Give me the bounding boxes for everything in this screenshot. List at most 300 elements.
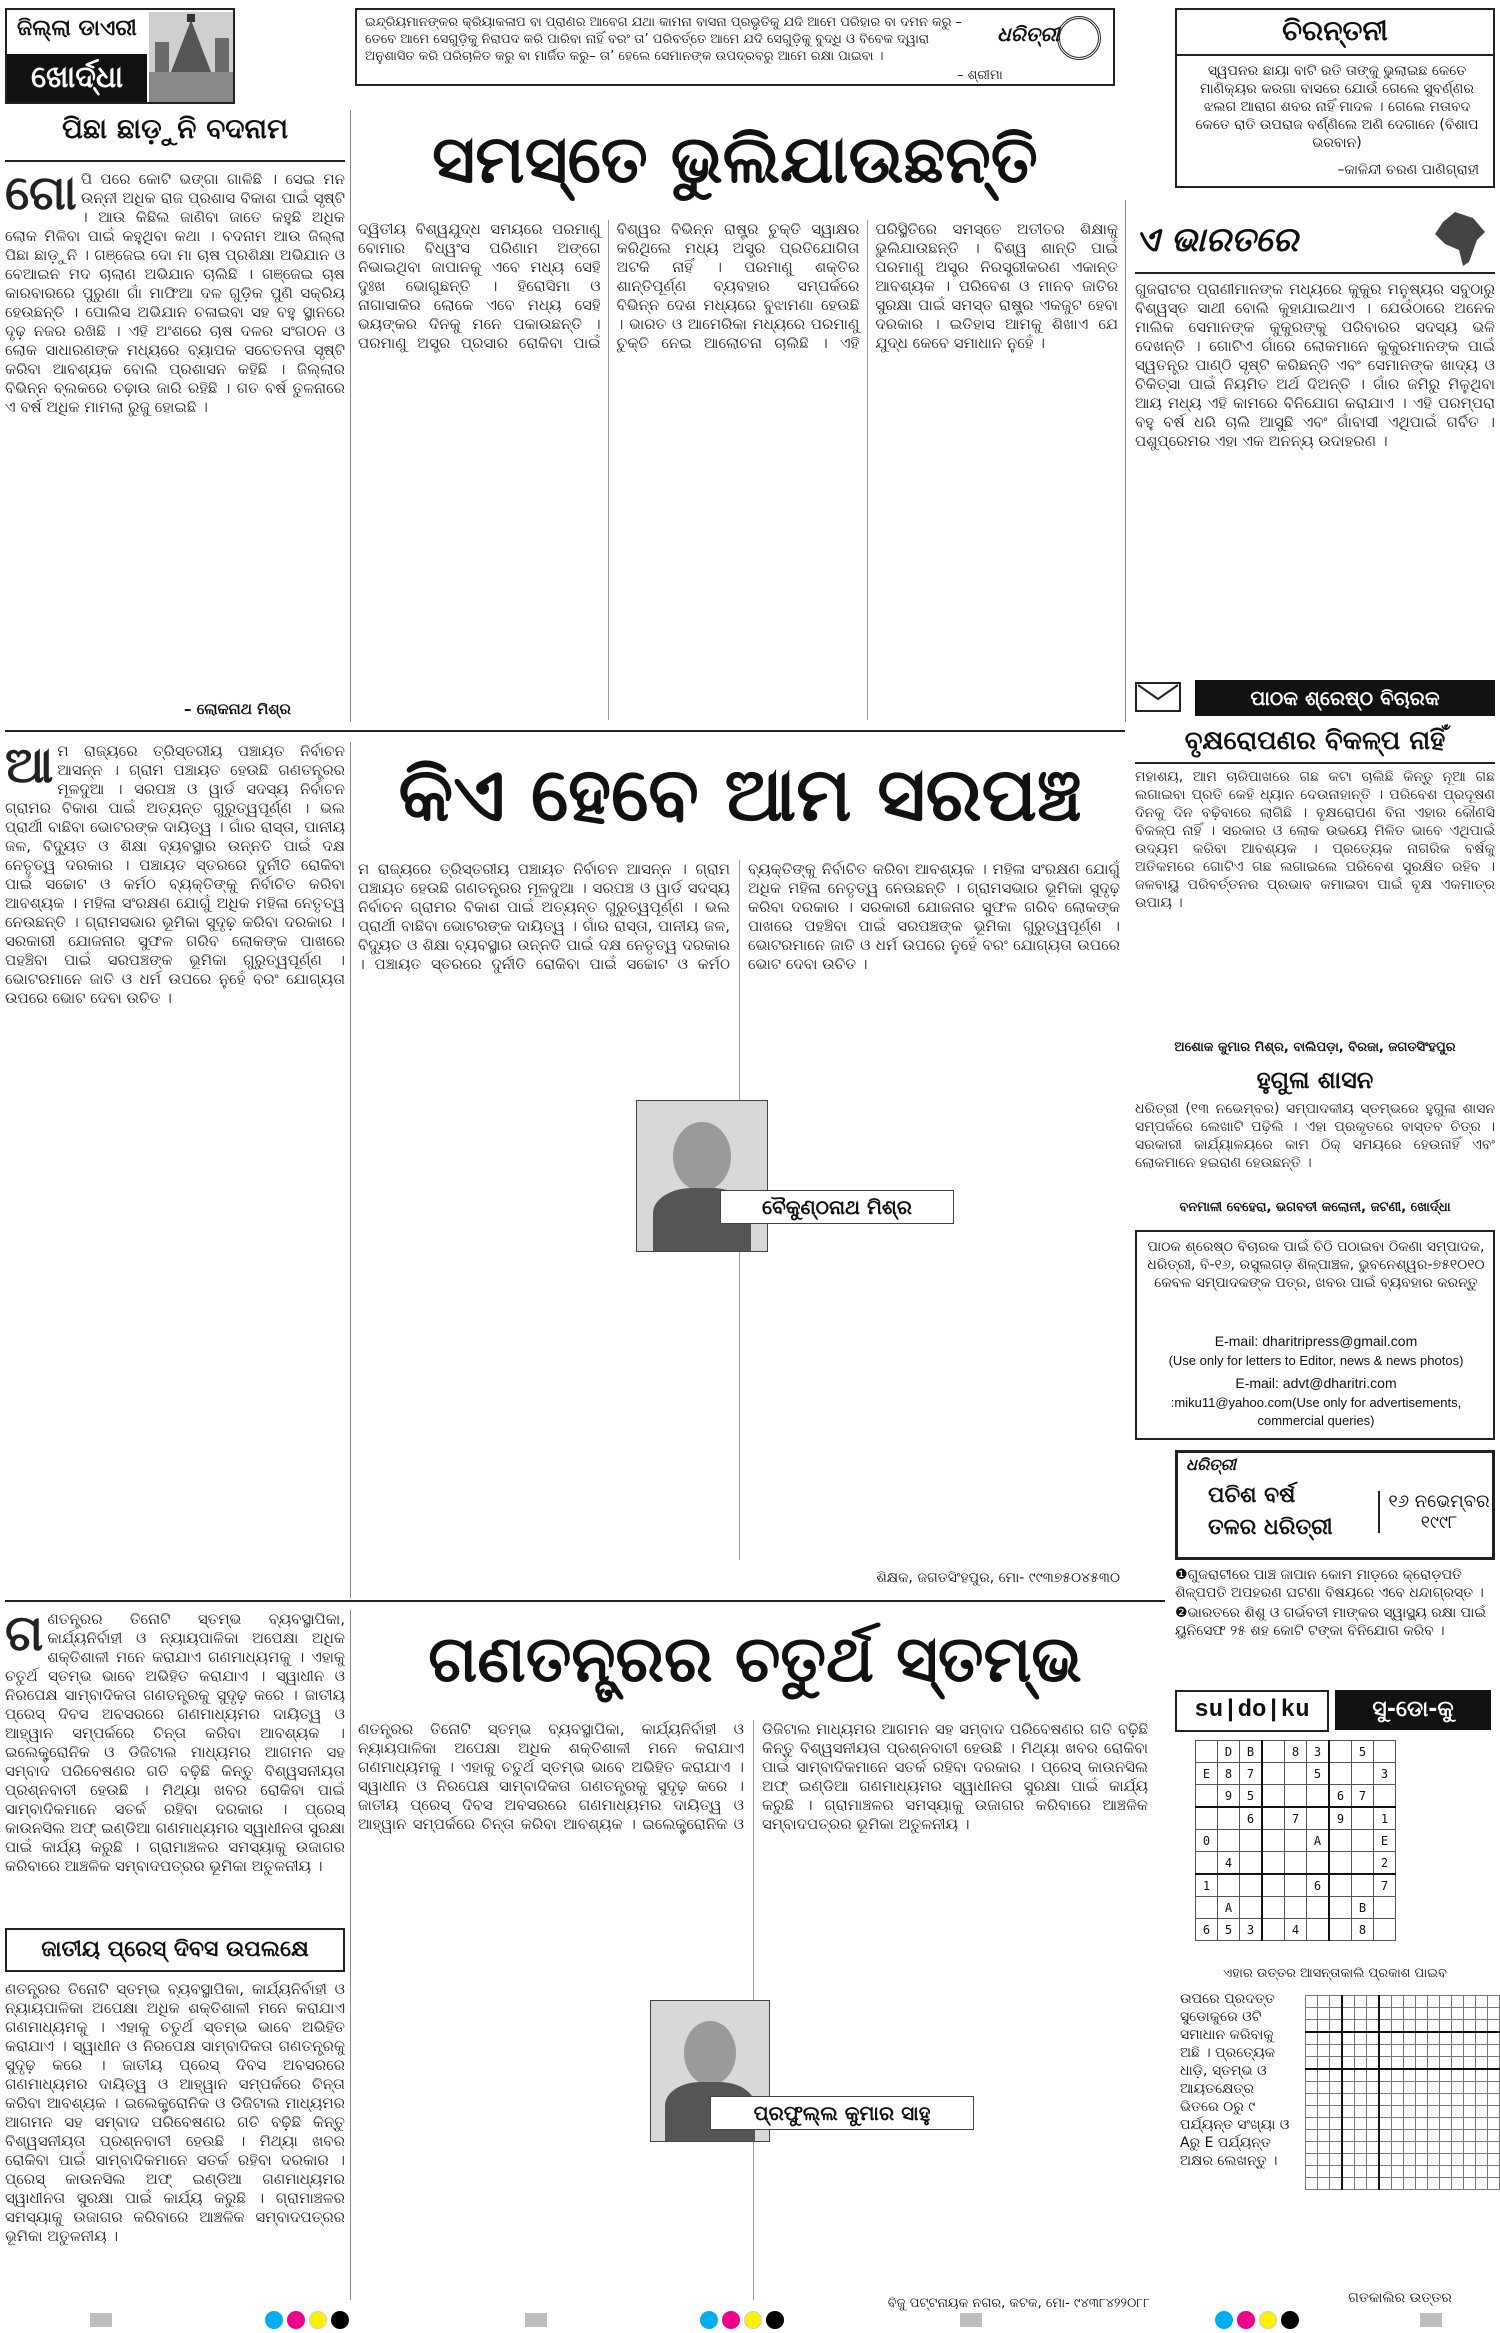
sudoku-answer-cell — [1342, 2166, 1355, 2178]
sudoku-answer-cell — [1488, 2094, 1500, 2106]
sudoku-answer-cell — [1379, 2106, 1392, 2118]
sudoku-answer-cell — [1367, 2008, 1380, 2020]
sudoku-answer-cell — [1476, 2166, 1488, 2178]
sudoku-answer-cell — [1306, 2008, 1318, 2020]
sudoku-cell: 4 — [1285, 1919, 1307, 1941]
sudoku-answer-cell — [1404, 2106, 1416, 2118]
sudoku-answer-cell — [1464, 2082, 1476, 2094]
sudoku-cell — [1196, 1852, 1218, 1875]
sudoku-answer-cell — [1452, 1996, 1464, 2008]
sudoku-answer-cell — [1367, 2154, 1380, 2166]
sudoku-cell — [1262, 1807, 1285, 1830]
sudoku-answer-cell — [1416, 2094, 1428, 2106]
sudoku-cell — [1329, 1741, 1352, 1763]
story4-text: ଣତନ୍ତ୍ରର ତିନୋଟି ସ୍ତମ୍ଭ ବ୍ୟବସ୍ଥାପିକା, କାର୍ଯ୍ୟନିର୍ବାହୀ ଓ ନ୍ୟାୟପାଳିକା ଅପେକ୍ଷା ଅଧିକ ଶକ୍ତିଶାଳୀ ମନେ କରାଯାଏ ଗଣମାଧ୍ୟମକୁ । ଏହାକୁ ଚତୁର୍ଥ ସ୍ତମ୍ଭ ଭାବେ ଅଭିହିତ କରାଯାଏ । ସ୍ୱାଧୀନ ଓ ନିରପେକ୍ଷ ସାମ୍ବାଦିକତା ଗଣତନ୍ତ୍ରକୁ ସୁଦୃଢ଼ କରେ । ଜାତୀୟ ପ୍ରେସ୍ ଦିବସ ଅବସରରେ ଗଣମାଧ୍ୟମର ଦାୟିତ୍ୱ ଓ ଆହ୍ୱାନ ସମ୍ପର୍କରେ ଚିନ୍ତା କରିବା ଆବଶ୍ୟକ । ଇଲେକ୍ଟ୍ରୋନିକ ଓ ଡିଜିଟାଲ ମାଧ୍ୟମର ଆଗମନ ସହ ସମ୍ବାଦ ପରିବେଷଣର ଗତି ବଢ଼ିଛି କିନ୍ତୁ ବିଶ୍ୱସନୀୟତା ପ୍ରଶ୍ନବାଚୀ ହେଉଛି । ମିଥ୍ୟା ଖବର ରୋକିବା ପାଇଁ ସାମ୍ବାଦିକମାନେ ସତର୍କ ରହିବା ଦରକାର । ପ୍ରେସ୍ କାଉନସିଲ ଅଫ୍ ଇଣ୍ଡିଆ ଗଣମାଧ୍ୟମର ସ୍ୱାଧୀନତା ସୁରକ୍ଷା ପାଇଁ କାର୍ଯ୍ୟ କରୁଛି । ଗ୍ରାମାଞ୍ଚଳର ସମସ୍ୟାକୁ ଉଜାଗର କରିବାରେ ଆଞ୍ଚଳିକ ସମ୍ବାଦପତ୍ରର ଭୂମିକା ଅତୁଳନୀୟ । — [5, 1610, 345, 1875]
sudoku-answer-cell — [1440, 2178, 1452, 2190]
sudoku-cell — [1262, 1830, 1285, 1852]
sudoku-answer-cell — [1342, 2020, 1355, 2033]
sudoku-answer-cell — [1440, 2118, 1452, 2130]
sudoku-cell — [1307, 1852, 1330, 1875]
sudoku-answer-cell — [1392, 2045, 1404, 2057]
sudoku-answer-cell — [1488, 1996, 1500, 2008]
sudoku-answer-cell — [1392, 2130, 1404, 2142]
sudoku-answer-cell — [1330, 1996, 1343, 2008]
sudoku-row — [1196, 1897, 1396, 1919]
sudoku-answer-cell — [1367, 2094, 1380, 2106]
print-gray-mark-4 — [1420, 2313, 1442, 2327]
reader-letter-text: ମହାଶୟ, ଆମ ଚାରିପାଖରେ ଗଛ କଟା ଚାଲିଛି କିନ୍ତୁ ନୂଆ ଗଛ ଲଗାଇବା ପ୍ରତି କେହି ଧ୍ୟାନ ଦେଉନାହାନ୍ତି । ପରିବେଶ ପ୍ରଦୂଷଣ ଦିନକୁ ଦିନ ବଢ଼ିବାରେ ଲାଗିଛି । ବୃକ୍ଷରୋପଣ ବିନା ଏହାର କୌଣସି ବିକଳ୍ପ ନାହିଁ । ସରକାର ଓ ଲୋକ ଉଭୟେ ମିଳିତ ଭାବେ ଏଥିପାଇଁ ଉଦ୍ୟମ କରିବା ଆବଶ୍ୟକ । ପ୍ରତ୍ୟେକ ନାଗରିକ ବର୍ଷକୁ ଅତିକମରେ ଗୋଟିଏ ଗଛ ଲଗାଇଲେ ପରିବେଶ ସୁରକ୍ଷିତ ରହିବ । ଜଳବାୟୁ ପରିବର୍ତ୍ତନର ପ୍ରଭାବ କମାଇବା ପାଇଁ ବୃକ୍ଷ ଏକମାତ୍ର ଉପାୟ । — [1135, 769, 1495, 911]
sudoku-header — [1175, 1690, 1495, 1730]
sudoku-cell — [1285, 1897, 1307, 1919]
sudoku-answer-cell — [1367, 2166, 1380, 2178]
sudoku-cell — [1329, 1830, 1352, 1852]
sudoku-cell: 6 — [1240, 1807, 1263, 1830]
sudoku-answer-cell — [1318, 2008, 1330, 2020]
sudoku-answer-cell — [1330, 2166, 1343, 2178]
sudoku-answer-cell — [1440, 2032, 1452, 2045]
sudoku-cell — [1307, 1897, 1330, 1919]
sudoku-cell: 6 — [1196, 1919, 1218, 1941]
sudoku-answer-cell — [1452, 2154, 1464, 2166]
sudoku-answer-cell — [1330, 2178, 1343, 2190]
sudoku-answer-cell — [1416, 2008, 1428, 2020]
sudoku-answer-cell — [1476, 2008, 1488, 2020]
sudoku-answer-cell — [1464, 2154, 1476, 2166]
anniversary-label-2: ତଳର ଧରିତ୍ରୀ — [1208, 1515, 1333, 1540]
sudoku-answer-cell — [1342, 2094, 1355, 2106]
sudoku-answer-cell — [1416, 2154, 1428, 2166]
sudoku-cell: B — [1240, 1741, 1263, 1763]
sudoku-answer-cell — [1452, 2178, 1464, 2190]
print-gray-mark-2 — [525, 2313, 547, 2327]
sudoku-answer-cell — [1379, 1996, 1392, 2008]
sudoku-answer-cell — [1416, 1996, 1428, 2008]
sudoku-answer-cell — [1440, 2069, 1452, 2082]
contact-email-2: E-mail: advt@dharitri.com — [1235, 1375, 1397, 1391]
sudoku-answer-cell — [1367, 1996, 1380, 2008]
sudoku-answer-cell — [1488, 2008, 1500, 2020]
sudoku-answer-cell — [1488, 2154, 1500, 2166]
sudoku-cell: 4 — [1218, 1852, 1240, 1875]
sudoku-answer-cell — [1342, 2045, 1355, 2057]
sudoku-answer-cell — [1404, 2178, 1416, 2190]
sudoku-answer-cell — [1452, 2094, 1464, 2106]
story4-body-left-2 — [5, 1980, 345, 2290]
sudoku-answer-cell — [1392, 2166, 1404, 2178]
sudoku-cell: 3 — [1374, 1763, 1396, 1785]
contact-email-1-note: (Use only for letters to Editor, news & news photos) — [1168, 1353, 1464, 1368]
sudoku-answer-cell — [1428, 2057, 1440, 2070]
sudoku-answer-cell — [1440, 2008, 1452, 2020]
sudoku-answer-cell — [1330, 2045, 1343, 2057]
sudoku-answer-cell — [1464, 2094, 1476, 2106]
story3-author-photo — [636, 1100, 768, 1252]
story3-headline: କିଏ ହେବେ ଆମ ସରପଞ୍ଚ — [398, 752, 1082, 838]
sudoku-answer-cell — [1379, 2020, 1392, 2033]
sudoku-answer-cell — [1379, 2045, 1392, 2057]
chirantani-text: ସ୍ୱପନର ଛାୟା ବାଟି ରତି ତାଙ୍କୁ ଭୁଲାଇଛ କେତେ ମାଣିକ୍ୟର କରଗା ବାସରେ ଯୋଉଁ ଗେଲେ ସୁବର୍ଣ୍ଣର ଝଲଗ ଆରାଗ ଶବର ନାହିଁ ମାଦଳ । ଗେଲେ ମତାବଦ କେତେ ରାତି ଉପରାଜ ବର୍ଣ୍ଣିଲେ ଅଣି ଦେଗାନେ (ବିଶାପ ଭରବାନ) — [1195, 63, 1479, 151]
quote-text: ଇନ୍ଦ୍ରିୟମାନଙ୍କର କ୍ରିୟାକଳାପ ବା ପ୍ରାଣର ଆବେଗ ଯଥା କାମନା ବାସନା ପ୍ରଭୃତିକୁ ଯଦି ଆମେ ପରିହାର ବା ଦମନ କରୁ – ତେବେ ଆମେ ସେଗୁଡ଼ିକୁ ନିରାପଦ କରି ପାରିବା ନାହିଁ ବରଂ ତା’ ପରିବର୍ତ୍ତେ ଆମେ ଯଦି ସେଗୁଡ଼ିକୁ ବୁଦ୍ଧି ଓ ବିବେକ ଦ୍ୱାରା ଅନୁଶାସିତ କରି ପରିଚାଳିତ କରୁ ବା ମାର୍ଜିତ କରୁ– ତା’ ହେଲେ ସେମାନଙ୍କ ଉପଦ୍ରବରୁ ଆମେ ରକ୍ଷା ପାଇବା । — [365, 15, 963, 64]
anniversary-box — [1175, 1450, 1495, 1560]
story4-byline: ବିଜୁ ପଟ୍ଟନାୟକ ନଗର, କଟକ, ମୋ- ୯୪୩୮୪୨୨୦୮୮ — [887, 2296, 1150, 2311]
story4-author-name: ପ୍ରଫୁଲ୍ଲ କୁମାର ସାହୁ — [710, 2096, 974, 2130]
sudoku-answer-cell — [1318, 2178, 1330, 2190]
reader-section-title: ପାଠକ ଶ୍ରେଷ୍ଠ ବିଚାରକ — [1195, 680, 1495, 716]
sudoku-answer-cell — [1488, 2142, 1500, 2154]
sudoku-answer-cell — [1342, 2069, 1355, 2082]
sudoku-answer-cell — [1416, 2106, 1428, 2118]
sudoku-answer-cell — [1404, 1996, 1416, 2008]
sudoku-answer-cell — [1476, 2178, 1488, 2190]
reader-letter-rule — [1135, 762, 1495, 764]
sudoku-answer-cell — [1355, 2118, 1367, 2130]
sudoku-answer-cell — [1342, 1996, 1355, 2008]
sudoku-cell: 6 — [1329, 1785, 1352, 1808]
sudoku-answer-cell — [1476, 2045, 1488, 2057]
sudoku-cell — [1262, 1785, 1285, 1808]
col-divider-3 — [350, 742, 351, 1598]
sudoku-row — [1196, 1807, 1396, 1830]
sudoku-cell — [1196, 1807, 1218, 1830]
sudoku-answer-row — [1306, 2178, 1500, 2190]
sudoku-answer-cell — [1392, 2082, 1404, 2094]
sudoku-cell — [1240, 1897, 1263, 1919]
sudoku-cell: 8 — [1218, 1763, 1240, 1785]
sudoku-answer-cell — [1428, 2020, 1440, 2033]
sudoku-answer-row — [1306, 2094, 1500, 2106]
sudoku-row — [1196, 1919, 1396, 1941]
sudoku-answer-cell — [1355, 2106, 1367, 2118]
sudoku-answer-cell — [1464, 2057, 1476, 2070]
sudoku-cell — [1240, 1874, 1263, 1897]
sudoku-answer-row — [1306, 2057, 1500, 2070]
sudoku-answer-cell — [1476, 2154, 1488, 2166]
sudoku-cell — [1218, 1874, 1240, 1897]
story4-subhead: ଜାତୀୟ ପ୍ରେସ୍ ଦିବସ ଉପଲକ୍ଷେ — [5, 1928, 345, 1972]
sudoku-cell — [1262, 1874, 1285, 1897]
sudoku-answer-row — [1306, 2154, 1500, 2166]
sudoku-cell: 7 — [1240, 1763, 1263, 1785]
sudoku-answer-cell — [1379, 2154, 1392, 2166]
sudoku-answer-cell — [1416, 2082, 1428, 2094]
sudoku-answer-cell — [1355, 2032, 1367, 2045]
sudoku-answer-cell — [1318, 2069, 1330, 2082]
sudoku-answer-cell — [1342, 2178, 1355, 2190]
sudoku-cell: 7 — [1352, 1785, 1374, 1808]
sudoku-answer-cell — [1416, 2142, 1428, 2154]
sudoku-answer-cell — [1355, 2020, 1367, 2033]
sudoku-answer-cell — [1440, 2106, 1452, 2118]
sudoku-answer-cell — [1392, 2154, 1404, 2166]
sudoku-cell — [1352, 1874, 1374, 1897]
sudoku-answer-row — [1306, 2008, 1500, 2020]
sudoku-answer-cell — [1428, 2045, 1440, 2057]
sudoku-answer-cell — [1428, 2178, 1440, 2190]
sudoku-answer-cell — [1342, 2082, 1355, 2094]
sudoku-answer-cell — [1416, 2032, 1428, 2045]
sudoku-answer-cell — [1428, 2082, 1440, 2094]
sudoku-answer-row — [1306, 2020, 1500, 2033]
sudoku-cell: 3 — [1240, 1919, 1263, 1941]
sudoku-answer-cell — [1488, 2057, 1500, 2070]
sudoku-answer-cell — [1488, 2118, 1500, 2130]
sudoku-cell — [1329, 1852, 1352, 1875]
sudoku-answer-cell — [1367, 2106, 1380, 2118]
dharitri-logo: ଧରିତ୍ରୀ — [997, 22, 1060, 46]
sudoku-cell — [1285, 1763, 1307, 1785]
sudoku-answer-cell — [1404, 2057, 1416, 2070]
sudoku-answer-cell — [1488, 2045, 1500, 2057]
sudoku-answer-cell — [1428, 2008, 1440, 2020]
sudoku-answer-cell — [1476, 2057, 1488, 2070]
sudoku-cell — [1329, 1919, 1352, 1941]
sudoku-cell: 7 — [1374, 1874, 1396, 1897]
sudoku-answer-cell — [1306, 1996, 1318, 2008]
sudoku-cell: 8 — [1352, 1919, 1374, 1941]
sudoku-answer-cell — [1367, 2142, 1380, 2154]
sudoku-grid — [1195, 1740, 1396, 1941]
chirantani-divider — [1177, 54, 1493, 56]
sudoku-cell — [1352, 1852, 1374, 1875]
sudoku-cell — [1285, 1785, 1307, 1808]
sudoku-answer-cell — [1404, 2008, 1416, 2020]
sudoku-answer-cell — [1452, 2020, 1464, 2033]
sudoku-answer-cell — [1379, 2178, 1392, 2190]
sudoku-answer-cell — [1404, 2142, 1416, 2154]
sudoku-cell — [1329, 1763, 1352, 1785]
sudoku-answer-cell — [1404, 2032, 1416, 2045]
district-diary-label: ଜିଲ୍ଲା ଡାଏରୀ — [17, 16, 137, 41]
sudoku-answer-cell — [1367, 2130, 1380, 2142]
sudoku-answer-cell — [1318, 2020, 1330, 2033]
sudoku-cell: 5 — [1352, 1741, 1374, 1763]
sudoku-cell: B — [1352, 1897, 1374, 1919]
sudoku-answer-cell — [1355, 2082, 1367, 2094]
col-divider-4 — [350, 1610, 351, 2300]
sudoku-cell — [1285, 1874, 1307, 1897]
story3-dropcap: ଆ — [5, 742, 54, 794]
sudoku-answer-cell — [1488, 2032, 1500, 2045]
sudoku-answer-cell — [1306, 2020, 1318, 2033]
sudoku-cell — [1262, 1852, 1285, 1875]
sudoku-answer-cell — [1464, 1996, 1476, 2008]
sudoku-answer-cell — [1404, 2094, 1416, 2106]
sudoku-answer-cell — [1392, 2178, 1404, 2190]
story3-text: ମ ରାଜ୍ୟରେ ତ୍ରିସ୍ତରୀୟ ପଞ୍ଚାୟତ ନିର୍ବାଚନ ଆସନ୍ନ । ଗ୍ରାମ ପଞ୍ଚାୟତ ହେଉଛି ଗଣତନ୍ତ୍ରର ମୂଳଦୁଆ । ସରପଞ୍ଚ ଓ ୱାର୍ଡ ସଦସ୍ୟ ନିର୍ବାଚନ ଗ୍ରାମର ବିକାଶ ପାଇଁ ଅତ୍ୟନ୍ତ ଗୁରୁତ୍ୱପୂର୍ଣ୍ଣ । ଭଲ ପ୍ରାର୍ଥୀ ବାଛିବା ଭୋଟରଙ୍କ ଦାୟିତ୍ୱ । ଗାଁର ରାସ୍ତା, ପାନୀୟ ଜଳ, ବିଦ୍ୟୁତ ଓ ଶିକ୍ଷା ବ୍ୟବସ୍ଥାର ଉନ୍ନତି ପାଇଁ ଦକ୍ଷ ନେତୃତ୍ୱ ଦରକାର । ପଞ୍ଚାୟତ ସ୍ତରରେ ଦୁର୍ନୀତି ରୋକିବା ପାଇଁ ସଚ୍ଚୋଟ ଓ କର୍ମଠ ବ୍ୟକ୍ତିଙ୍କୁ ନିର୍ବାଚିତ କରିବା ଆବଶ୍ୟକ । ମହିଳା ସଂରକ୍ଷଣ ଯୋଗୁଁ ଅଧିକ ମହିଳା ନେତୃତ୍ୱ ନେଉଛନ୍ତି । ଗ୍ରାମସଭାର ଭୂମିକା ସୁଦୃଢ଼ କରିବା ଦରକାର । ସରକାରୀ ଯୋଜନାର ସୁଫଳ ଗରିବ ଲୋକଙ୍କ ପାଖରେ ପହଞ୍ଚିବା ପାଇଁ ସରପଞ୍ଚଙ୍କ ଭୂମିକା ଗୁରୁତ୍ୱପୂର୍ଣ୍ଣ । ଭୋଟରମାନେ ଜାତି ଓ ଧର୍ମ ଉପରେ ନୁହେଁ ବରଂ ଯୋଗ୍ୟତା ଉପରେ ଭୋଟ ଦେବା ଉଚିତ । — [5, 742, 345, 1007]
sudoku-answer-cell — [1330, 2032, 1343, 2045]
sudoku-answer-cell — [1355, 2166, 1367, 2178]
sudoku-answer-cell — [1440, 2020, 1452, 2033]
sudoku-answer-cell — [1464, 2178, 1476, 2190]
reader-letter2-signature: ବନମାଳୀ ବେହେରା, ଭଗବତୀ କଲୋନୀ, ଜଟଣୀ, ଖୋର୍ଦ୍ଧା — [1179, 1200, 1451, 1215]
col-divider-1 — [350, 110, 351, 722]
sudoku-answer-cell — [1379, 2032, 1392, 2045]
sudoku-answer-cell — [1428, 2154, 1440, 2166]
sudoku-answer-cell — [1330, 2069, 1343, 2082]
sudoku-answer-cell — [1355, 2057, 1367, 2070]
sudoku-answer-cell — [1330, 2118, 1343, 2130]
sudoku-answer-cell — [1342, 2142, 1355, 2154]
sudoku-answer-cell — [1428, 2166, 1440, 2178]
sudoku-answer-cell — [1367, 2045, 1380, 2057]
sudoku-answer-cell — [1464, 2130, 1476, 2142]
sudoku-cell: 5 — [1307, 1763, 1330, 1785]
quote-box — [355, 8, 1115, 86]
anniversary-label-1: ପଚିଶ ବର୍ଷ — [1208, 1483, 1296, 1508]
sudoku-cell: 1 — [1374, 1807, 1396, 1830]
sudoku-answer-cell — [1306, 2032, 1318, 2045]
anniversary-logo: ଧରିତ୍ରୀ — [1186, 1455, 1236, 1474]
sudoku-answer-cell — [1476, 2106, 1488, 2118]
anniversary-item-1: ❶ଗୁଜରାଟୀରେ ପାଞ୍ଚ ଜାପାନ କୋମ ମାଡ଼ରେ କ୍ରୋଡ଼ପତି ଶିଳ୍ପପତି ଅପହରଣ ଘଟଣା ବିଷୟରେ ଏବେ ଧନ୍ଦାଗ୍ରସ୍ତ । — [1175, 1567, 1484, 1601]
sudoku-answer-cell — [1355, 2094, 1367, 2106]
sudoku-answer-cell — [1306, 2082, 1318, 2094]
print-black-mark-2 — [766, 2311, 784, 2329]
sudoku-answer-cell — [1476, 2118, 1488, 2130]
anniversary-date: ୧୬ ନଭେମ୍ବର ୧୯୯୮ — [1378, 1491, 1494, 1533]
sudoku-cell — [1307, 1919, 1330, 1941]
sudoku-answer-cell — [1476, 1996, 1488, 2008]
sudoku-cell — [1285, 1852, 1307, 1875]
sudoku-answer-cell — [1440, 2045, 1452, 2057]
print-gray-mark-1 — [90, 2313, 112, 2327]
sudoku-answer-cell — [1428, 2094, 1440, 2106]
sudoku-answer-cell — [1488, 2106, 1500, 2118]
sudoku-answer-cell — [1452, 2082, 1464, 2094]
sudoku-answer-cell — [1464, 2166, 1476, 2178]
sudoku-answer-cell — [1416, 2057, 1428, 2070]
sudoku-cell: 8 — [1285, 1741, 1307, 1763]
sudoku-cell — [1352, 1830, 1374, 1852]
sudoku-answer-cell — [1355, 2045, 1367, 2057]
story2-body — [358, 220, 1118, 720]
sudoku-answer-row — [1306, 2142, 1500, 2154]
sudoku-answer-cell — [1306, 2118, 1318, 2130]
sudoku-answer-cell — [1379, 2008, 1392, 2020]
sudoku-answer-cell — [1330, 2130, 1343, 2142]
sudoku-answer-cell — [1452, 2008, 1464, 2020]
story2-headline: ସମସ୍ତେ ଭୁଲିଯାଉଛନ୍ତି — [432, 121, 1038, 198]
sudoku-answer-grid — [1305, 1995, 1500, 2190]
print-cyan-mark-1 — [265, 2311, 283, 2329]
sudoku-answer-cell — [1404, 2166, 1416, 2178]
sudoku-cell — [1374, 1785, 1396, 1808]
sudoku-answer-cell — [1306, 2154, 1318, 2166]
sudoku-cell — [1262, 1741, 1285, 1763]
sudoku-answer-row — [1306, 2130, 1500, 2142]
sudoku-answer-cell — [1355, 2154, 1367, 2166]
story4-text-continued: ଣତନ୍ତ୍ରର ତିନୋଟି ସ୍ତମ୍ଭ ବ୍ୟବସ୍ଥାପିକା, କାର୍ଯ୍ୟନିର୍ବାହୀ ଓ ନ୍ୟାୟପାଳିକା ଅପେକ୍ଷା ଅଧିକ ଶକ୍ତିଶାଳୀ ମନେ କରାଯାଏ ଗଣମାଧ୍ୟମକୁ । ଏହାକୁ ଚତୁର୍ଥ ସ୍ତମ୍ଭ ଭାବେ ଅଭିହିତ କରାଯାଏ । ସ୍ୱାଧୀନ ଓ ନିରପେକ୍ଷ ସାମ୍ବାଦିକତା ଗଣତନ୍ତ୍ରକୁ ସୁଦୃଢ଼ କରେ । ଜାତୀୟ ପ୍ରେସ୍ ଦିବସ ଅବସରରେ ଗଣମାଧ୍ୟମର ଦାୟିତ୍ୱ ଓ ଆହ୍ୱାନ ସମ୍ପର୍କରେ ଚିନ୍ତା କରିବା ଆବଶ୍ୟକ । ଇଲେକ୍ଟ୍ରୋନିକ ଓ ଡିଜିଟାଲ ମାଧ୍ୟମର ଆଗମନ ସହ ସମ୍ବାଦ ପରିବେଷଣର ଗତି ବଢ଼ିଛି କିନ୍ତୁ ବିଶ୍ୱସନୀୟତା ପ୍ରଶ୍ନବାଚୀ ହେଉଛି । ମିଥ୍ୟା ଖବର ରୋକିବା ପାଇଁ ସାମ୍ବାଦିକମାନେ ସତର୍କ ରହିବା ଦରକାର । ପ୍ରେସ୍ କାଉନସିଲ ଅଫ୍ ଇଣ୍ଡିଆ ଗଣମାଧ୍ୟମର ସ୍ୱାଧୀନତା ସୁରକ୍ଷା ପାଇଁ କାର୍ଯ୍ୟ କରୁଛି । ଗ୍ରାମାଞ୍ଚଳର ସମସ୍ୟାକୁ ଉଜାଗର କରିବାରେ ଆଞ୍ଚଳିକ ସମ୍ବାଦପତ୍ରର ଭୂମିକା ଅତୁଳନୀୟ । — [358, 1720, 1148, 1833]
sudoku-cell: E — [1374, 1830, 1396, 1852]
sudoku-answer-cell — [1379, 2069, 1392, 2082]
ebharatare-body — [1135, 280, 1495, 670]
sudoku-answer-row — [1306, 2045, 1500, 2057]
story4-dropcap: ଗ — [5, 1610, 44, 1662]
sudoku-note: ଏହାର ଉତ୍ତର ଆସନ୍ତାକାଲି ପ୍ରକାଶ ପାଇବ — [1223, 1966, 1447, 1981]
story1-byline: – ଲୋକନାଥ ମିଶ୍ର — [180, 700, 291, 718]
sudoku-cell: 2 — [1374, 1852, 1396, 1875]
sudoku-cell: 9 — [1218, 1785, 1240, 1808]
sudoku-answer-cell — [1428, 2069, 1440, 2082]
print-black-mark-3 — [1281, 2311, 1299, 2329]
story1-dropcap: ଗୋ — [5, 170, 77, 221]
sudoku-answer-cell — [1318, 2032, 1330, 2045]
sudoku-cell — [1240, 1830, 1263, 1852]
reader-letter-headline: ବୃକ୍ଷରୋପଣର ବିକଳ୍ପ ନାହିଁ — [1184, 726, 1446, 756]
sudoku-answer-label: ଗତକାଲିର ଉତ୍ତର — [1348, 2290, 1452, 2306]
sudoku-answer-cell — [1330, 2142, 1343, 2154]
temple-icon — [149, 12, 233, 102]
sudoku-row — [1196, 1852, 1396, 1875]
sudoku-answer-cell — [1355, 1996, 1367, 2008]
ebharatare-title: ଏ ଭାରତରେ — [1135, 220, 1299, 260]
sudoku-cell — [1352, 1763, 1374, 1785]
sudoku-answer-cell — [1488, 2069, 1500, 2082]
sudoku-answer-cell — [1404, 2154, 1416, 2166]
sudoku-answer-cell — [1330, 2057, 1343, 2070]
sudoku-cell: D — [1218, 1741, 1240, 1763]
sudoku-answer-cell — [1392, 2118, 1404, 2130]
sudoku-cell: 6 — [1307, 1874, 1330, 1897]
contact-box — [1135, 1230, 1495, 1440]
sudoku-answer-cell — [1342, 2106, 1355, 2118]
sudoku-answer-cell — [1355, 2069, 1367, 2082]
sudoku-answer-cell — [1355, 2130, 1367, 2142]
story2-text: ଦ୍ୱିତୀୟ ବିଶ୍ୱଯୁଦ୍ଧ ସମୟରେ ପରମାଣୁ ବୋମାର ବିଧ୍ୱଂସ ପରିଣାମ ଅଙ୍ଗେ ନିଭାଇଥିବା ଜାପାନକୁ ଏବେ ମଧ୍ୟ ସେହି ଦୁଃଖ ଭୋଗୁଛନ୍ତି । ହିରୋସିମା ଓ ନାଗାସାକିର ଲୋକେ ଏବେ ମଧ୍ୟ ସେହି ଭୟଙ୍କର ଦିନକୁ ମନେ ପକାଉଛନ୍ତି । ପରମାଣୁ ଅସ୍ତ୍ର ପ୍ରସାର ରୋକିବା ପାଇଁ ବିଶ୍ୱର ବିଭିନ୍ନ ରାଷ୍ଟ୍ର ଚୁକ୍ତି ସ୍ୱାକ୍ଷର କରିଥିଲେ ମଧ୍ୟ ଅସ୍ତ୍ର ପ୍ରତିଯୋଗିତା ଅଟକି ନାହିଁ । ପରମାଣୁ ଶକ୍ତିର ଶାନ୍ତିପୂର୍ଣ୍ଣ ବ୍ୟବହାର ସମ୍ପର୍କରେ ବିଭିନ୍ନ ଦେଶ ମଧ୍ୟରେ ବୁଝାମଣା ହେଉଛି । ଭାରତ ଓ ଆମେରିକା ମଧ୍ୟରେ ପରମାଣୁ ଚୁକ୍ତି ନେଇ ଆଲୋଚନା ଚାଲିଛି । ଏହି ପରିସ୍ଥିତିରେ ସମସ୍ତେ ଅତୀତର ଶିକ୍ଷାକୁ ଭୁଲିଯାଉଛନ୍ତି । ବିଶ୍ୱ ଶାନ୍ତି ପାଇଁ ପରମାଣୁ ଅସ୍ତ୍ର ନିରସ୍ତ୍ରୀକରଣ ଏକାନ୍ତ ଆବଶ୍ୟକ । ପରିବେଶ ଓ ମାନବ ଜାତିର ସୁରକ୍ଷା ପାଇଁ ସମସ୍ତ ରାଷ୍ଟ୍ର ଏକଜୁଟ ହେବା ଦରକାର । ଇତିହାସ ଆମକୁ ଶିଖାଏ ଯେ ଯୁଦ୍ଧ କେବେ ସମାଧାନ ନୁହେଁ । — [358, 220, 1118, 352]
sudoku-answer-cell — [1428, 2032, 1440, 2045]
print-magenta-mark-3 — [1237, 2311, 1255, 2329]
sudoku-answer-row — [1306, 2106, 1500, 2118]
sudoku-cell: 9 — [1329, 1807, 1352, 1830]
india-map-icon — [1425, 210, 1495, 268]
sudoku-answer-cell — [1428, 1996, 1440, 2008]
sudoku-answer-cell — [1452, 2166, 1464, 2178]
sudoku-answer-cell — [1440, 2082, 1452, 2094]
sudoku-answer-cell — [1330, 2106, 1343, 2118]
sudoku-answer-cell — [1464, 2045, 1476, 2057]
sudoku-answer-cell — [1330, 2082, 1343, 2094]
sudoku-answer-cell — [1428, 2106, 1440, 2118]
sudoku-answer-cell — [1379, 2130, 1392, 2142]
sudoku-answer-cell — [1404, 2069, 1416, 2082]
story3-author-name: ବୈକୁଣ୍ଠନାଥ ମିଶ୍ର — [720, 1190, 954, 1224]
reader-letter2-text: ଧରିତ୍ରୀ (୧୩ ନଭେମ୍ବର) ସମ୍ପାଦକୀୟ ସ୍ତମ୍ଭରେ ହୁଗୁଳା ଶାସନ ସମ୍ପର୍କରେ ଲେଖାଟି ପଢ଼ିଲି । ଏହା ପ୍ରକୃତରେ ବାସ୍ତବ ଚିତ୍ର । ସରକାରୀ କାର୍ଯ୍ୟାଳୟରେ କାମ ଠିକ୍ ସମୟରେ ହେଉନାହିଁ ଏବଂ ଲୋକମାନେ ହଇରାଣ ହେଉଛନ୍ତି । — [1135, 1101, 1495, 1171]
sudoku-cell: A — [1218, 1897, 1240, 1919]
sudoku-answer-cell — [1416, 2130, 1428, 2142]
lower-rule — [5, 1600, 1165, 1602]
sudoku-cell — [1262, 1919, 1285, 1941]
print-magenta-mark-1 — [287, 2311, 305, 2329]
print-cyan-mark-2 — [700, 2311, 718, 2329]
contact-text: ପାଠକ ଶ୍ରେଷ୍ଠ ବିଚାରକ ପାଇଁ ଚିଠି ପଠାଇବା ଠିକଣା ସମ୍ପାଦକ, ଧରିତ୍ରୀ, ବି-୧୬, ରସୁଲଗଡ଼ ଶିଳ୍ପାଞ୍ଚଳ, ଭୁବନେଶ୍ୱର-୭୫୧୦୧୦ କେବଳ ସମ୍ପାଦକଙ୍କ ପତ୍ର, ଖବର ପାଇଁ ବ୍ୟବହାର କରନ୍ତୁ — [1147, 1239, 1485, 1291]
sudoku-answer-cell — [1318, 2142, 1330, 2154]
sudoku-row — [1196, 1874, 1396, 1897]
ebharatare-rule — [1135, 272, 1495, 274]
sudoku-cell — [1374, 1741, 1396, 1763]
sudoku-cell — [1196, 1741, 1218, 1763]
sudoku-answer-cell — [1464, 2032, 1476, 2045]
sudoku-answer-cell — [1416, 2178, 1428, 2190]
story1-body — [5, 170, 345, 720]
sudoku-answer-cell — [1342, 2154, 1355, 2166]
sudoku-answer-cell — [1452, 2069, 1464, 2082]
reader-section-header — [1135, 680, 1495, 716]
sudoku-cell: 5 — [1240, 1785, 1263, 1808]
sudoku-answer-cell — [1355, 2178, 1367, 2190]
sudoku-answer-cell — [1330, 2094, 1343, 2106]
sudoku-answer-cell — [1367, 2069, 1380, 2082]
sudoku-answer-cell — [1440, 2166, 1452, 2178]
